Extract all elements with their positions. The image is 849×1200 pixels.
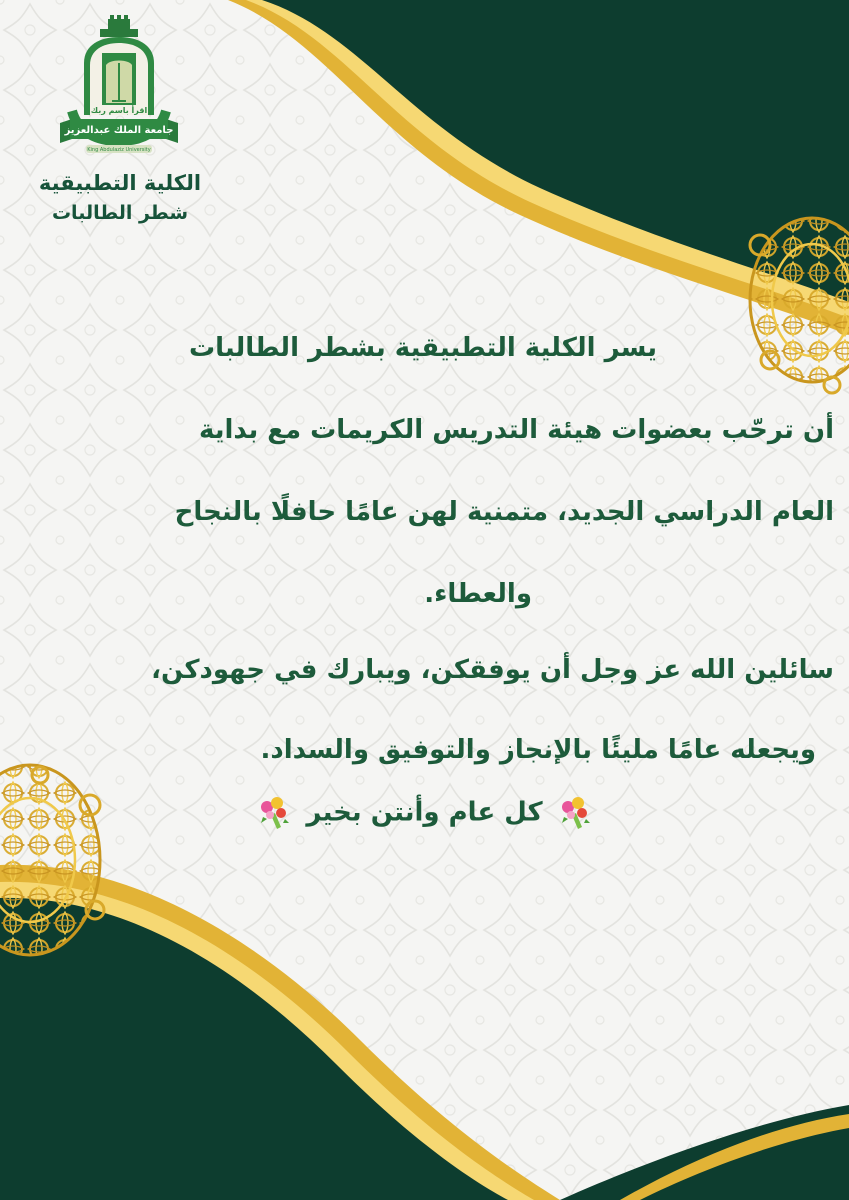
college-header xyxy=(20,168,220,228)
message-line: سائلين الله عز وجل أن يوفقكن، ويبارك في جهودكن، xyxy=(151,655,834,685)
branch-name: شطر الطالبات xyxy=(51,202,189,224)
bouquet-icon xyxy=(257,795,291,831)
message-line: يسر الكلية التطبيقية بشطر الطالبات xyxy=(188,333,658,363)
closing-text: كل عام وأنتن بخير xyxy=(306,797,543,828)
message-line: العام الدراسي الجديد، متمنية لهن عامًا حافلًا بالنجاح xyxy=(174,497,834,527)
college-name: الكلية التطبيقية xyxy=(38,171,202,195)
svg-text:King Abdulaziz University: King Abdulaziz University xyxy=(87,147,151,153)
message-line: أن ترحّب بعضوات هيئة التدريس الكريمات مع بداية xyxy=(198,415,834,445)
gold-lace-ornament-icon xyxy=(750,218,849,393)
closing-greeting xyxy=(0,795,849,831)
message-line: ويجعله عامًا مليئًا بالإنجاز والتوفيق والسداد. xyxy=(260,735,816,765)
bouquet-icon xyxy=(558,795,592,831)
message-line: والعطاء. xyxy=(424,579,532,609)
svg-text:جامعة الملك عبدالعزيز: جامعة الملك عبدالعزيز xyxy=(64,125,174,136)
svg-text:اقرأ باسم ربك: اقرأ باسم ربك xyxy=(90,106,148,115)
university-logo-icon xyxy=(58,15,180,160)
